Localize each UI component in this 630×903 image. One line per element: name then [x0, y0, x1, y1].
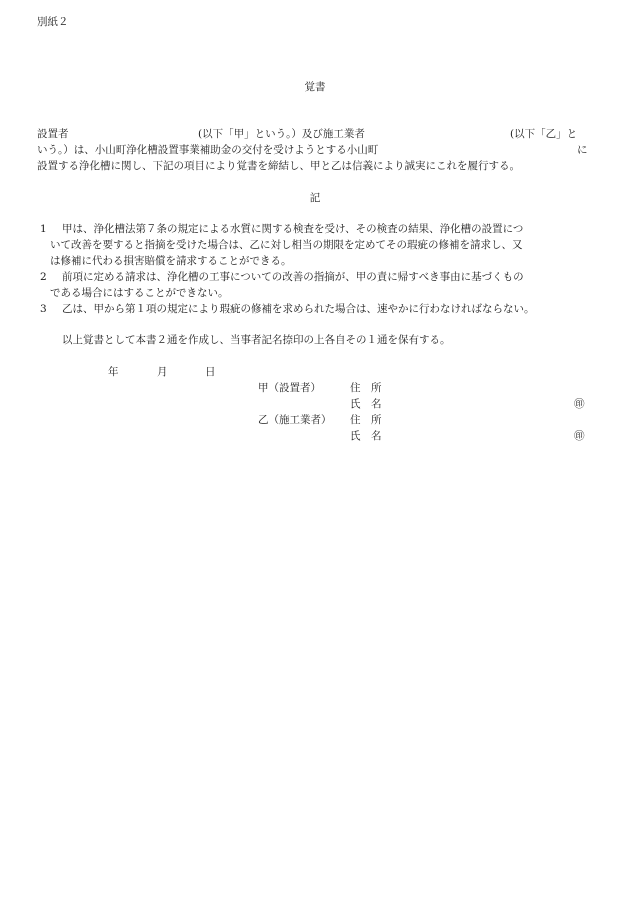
clause-1-line: は修補に代わる損害賠償を請求することができる。 — [50, 255, 292, 267]
otsu-seal-mark: ㊞ — [574, 430, 585, 442]
clause-3-line: 乙は、甲から第１項の規定により瑕疵の修補を求められた場合は、速やかに行わなければならない。 — [62, 303, 535, 315]
ko-name-label: 氏 名 — [350, 398, 382, 410]
preamble-line2-end: に — [577, 144, 588, 156]
clause-2-line: 前項に定める請求は、浄化槽の工事についての改善の指摘が、甲の責に帰すべき事由に基づくもの — [62, 271, 524, 283]
attachment-label: 別紙２ — [37, 16, 69, 28]
clause-3-number: 3 — [40, 303, 47, 315]
closing-statement: 以上覚書として本書２通を作成し、当事者記名捺印の上各自その１通を保有する。 — [62, 334, 451, 346]
preamble-line1-end: (以下「乙」と — [510, 128, 578, 140]
party-ko-label: 甲（設置者） — [258, 382, 321, 394]
ki-heading: 記 — [309, 192, 321, 204]
clause-1-number: 1 — [40, 223, 47, 235]
otsu-name-label: 氏 名 — [350, 430, 382, 442]
date-day: 日 — [205, 366, 216, 378]
preamble-line1-start: 設置者 — [37, 128, 69, 140]
clause-2-line: である場合にはすることができない。 — [50, 287, 229, 299]
ko-address-label: 住 所 — [350, 382, 382, 394]
clause-1-line: 甲は、浄化槽法第７条の規定による水質に関する検査を受け、その検査の結果、浄化槽の設置につ — [62, 223, 524, 235]
date-year: 年 — [108, 366, 119, 378]
clause-2-number: 2 — [40, 271, 47, 283]
clause-1-line: いて改善を要すると指摘を受けた場合は、乙に対し相当の期限を定めてその瑕疵の修補を請求し、又 — [50, 239, 523, 251]
preamble-line1-middle: (以下「甲」という。）及び施工業者 — [198, 128, 365, 140]
preamble-line2-start: いう。）は、小山町浄化槽設置事業補助金の交付を受けようとする小山町 — [37, 144, 379, 156]
otsu-address-label: 住 所 — [350, 414, 382, 426]
ko-seal-mark: ㊞ — [574, 398, 585, 410]
preamble-line3: 設置する浄化槽に関し、下記の項目により覚書を締結し、甲と乙は信義により誠実にこれを履行する。 — [37, 160, 520, 172]
document-title: 覚書 — [304, 81, 326, 93]
party-otsu-label: 乙（施工業者） — [258, 414, 332, 426]
date-month: 月 — [157, 366, 168, 378]
